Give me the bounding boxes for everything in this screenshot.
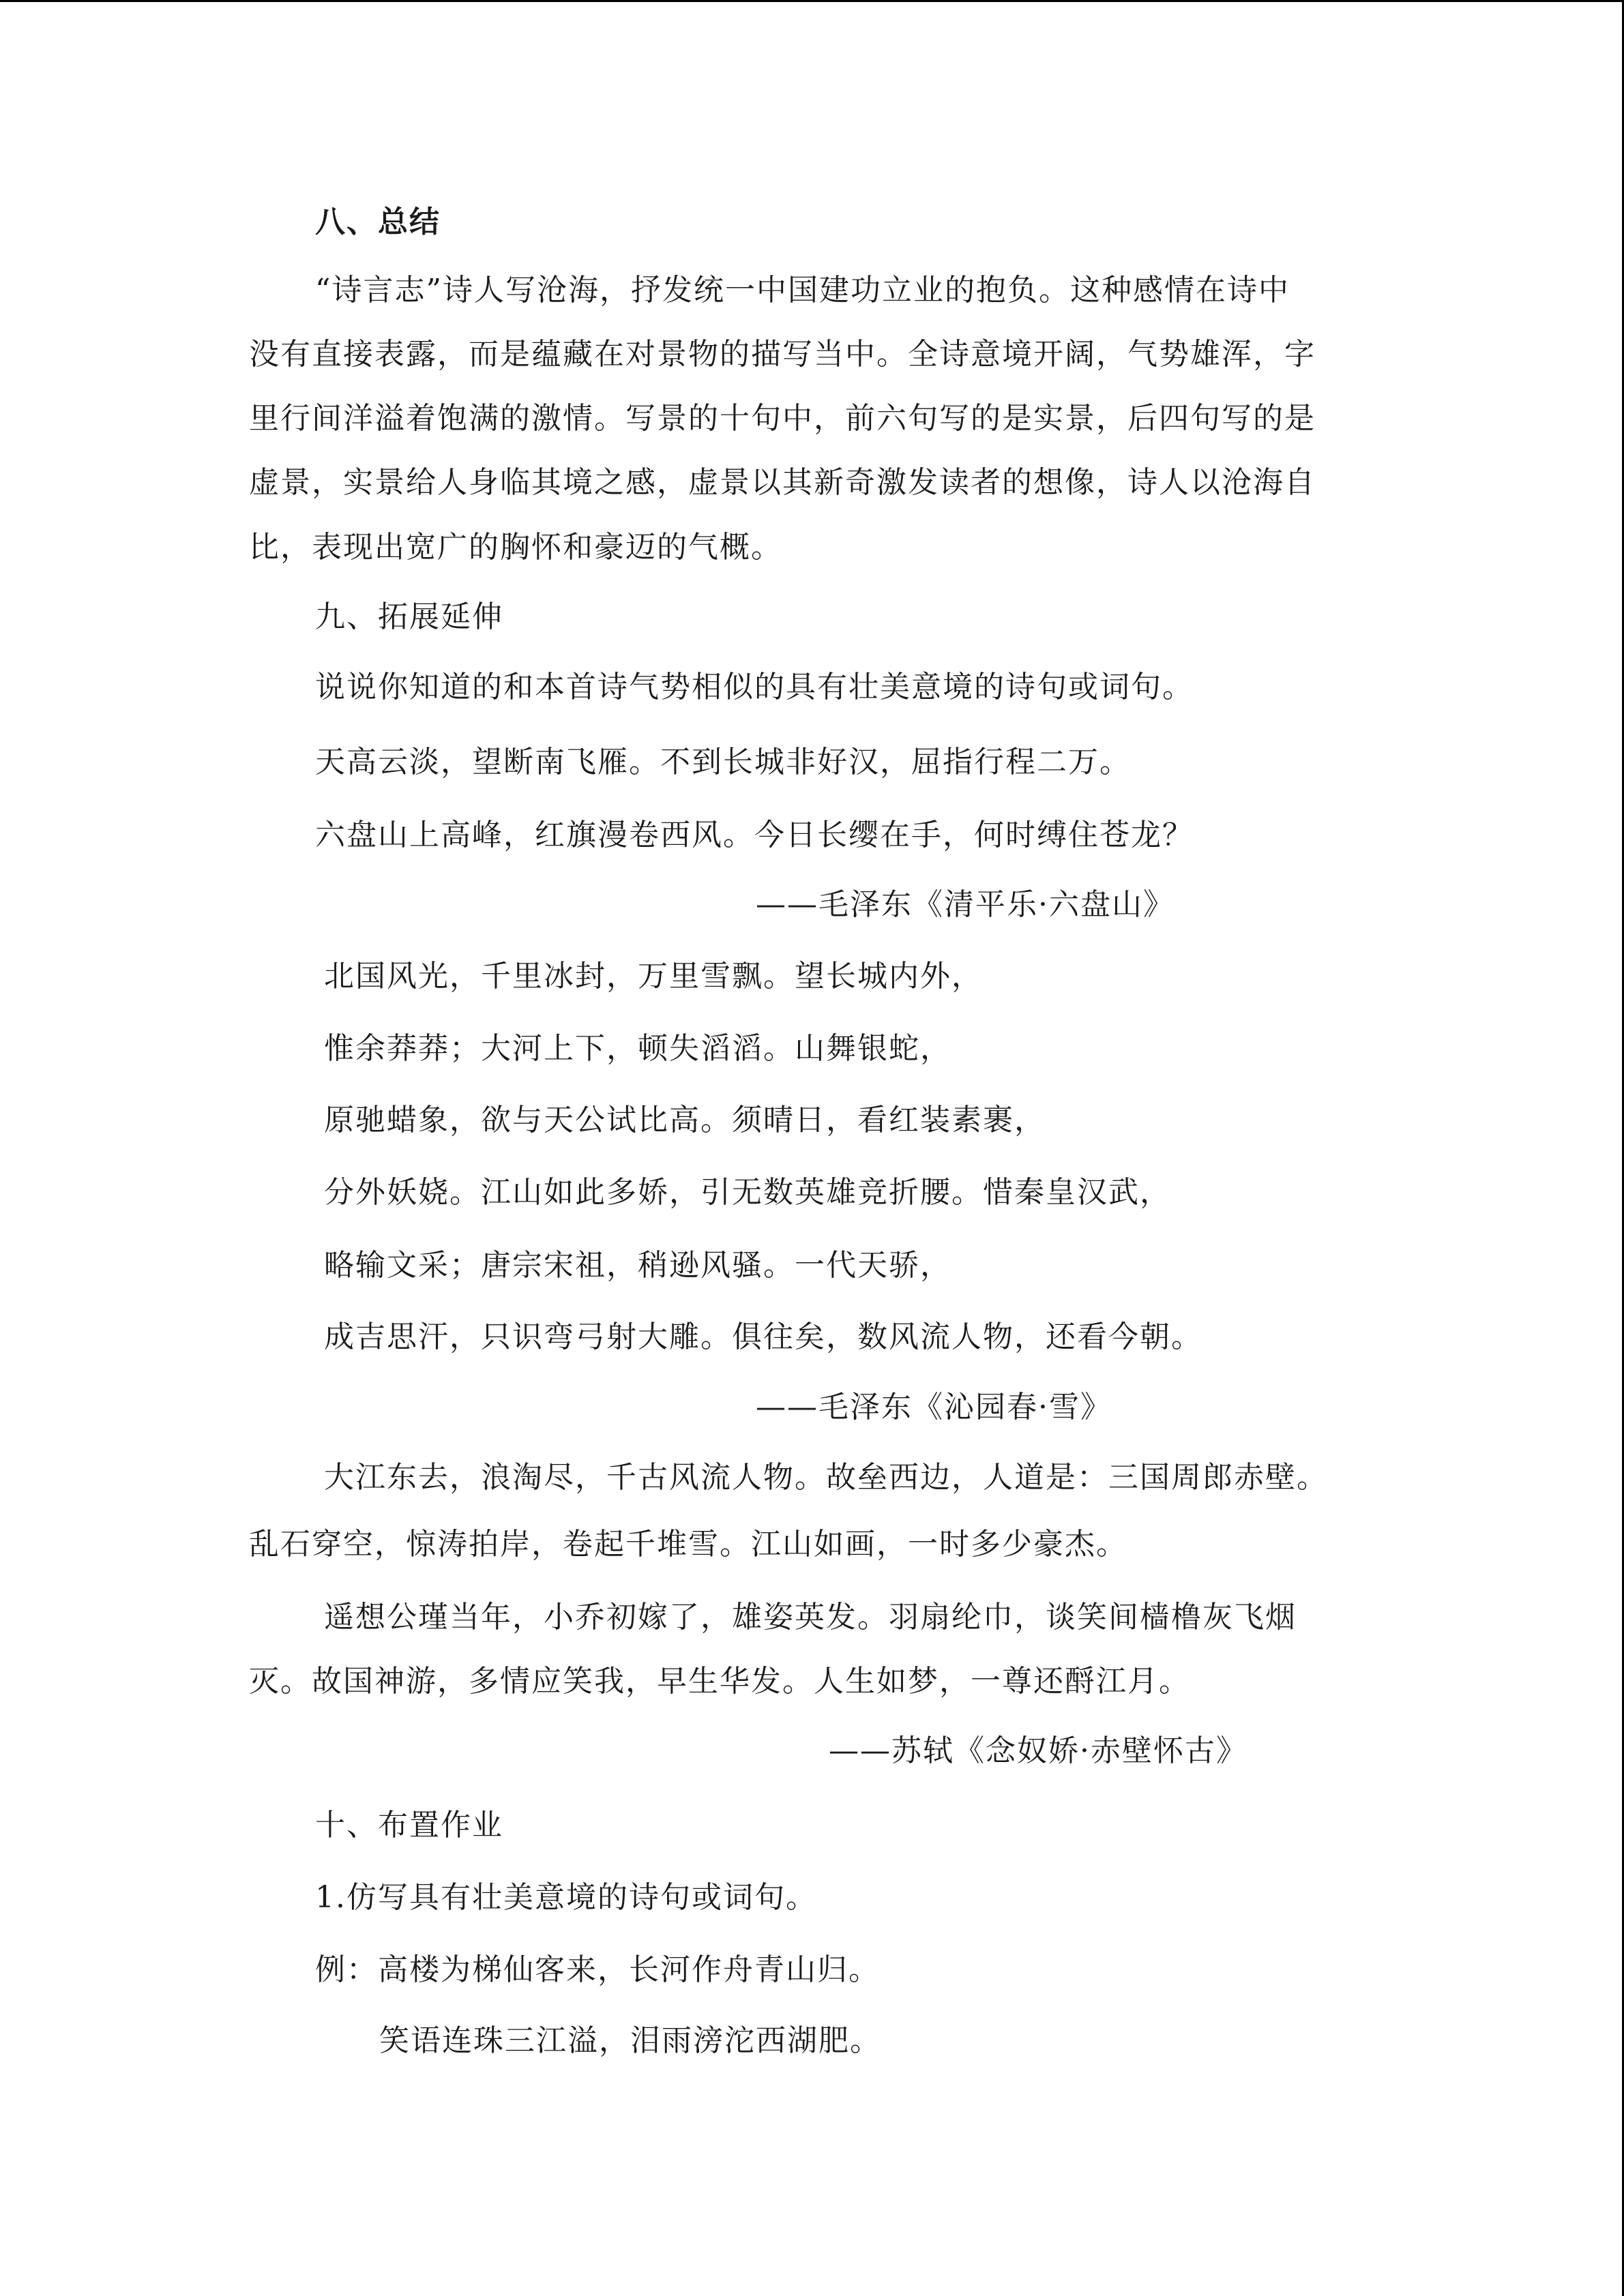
poem-line: 乱石穿空，惊涛拍岸，卷起千堆雪。江山如画，一时多少豪杰。: [249, 1527, 1127, 1562]
poem-source: ——毛泽东《沁园春·雪》: [756, 1390, 1112, 1425]
poem-line: 大江东去，浪淘尽，千古风流人物。故垒西边，人道是：三国周郎赤壁。: [324, 1460, 1328, 1495]
summary-line: 没有直接表露，而是蕴藏在对景物的描写当中。全诗意境开阔，气势雄浑，字: [249, 337, 1316, 372]
section-heading-homework: 十、布置作业: [315, 1808, 503, 1843]
poem-line: 六盘山上高峰，红旗漫卷西风。今日长缨在手，何时缚住苍龙？: [315, 818, 1194, 852]
summary-line: 比，表现出宽广的胸怀和豪迈的气概。: [249, 530, 782, 565]
poem-line: 天高云淡，望断南飞雁。不到长城非好汉，屈指行程二万。: [315, 745, 1131, 779]
extension-prompt: 说说你知道的和本首诗气势相似的具有壮美意境的诗句或词句。: [315, 670, 1194, 704]
poem-line: 略输文采；唐宗宋祖，稍逊风骚。一代天骄，: [324, 1248, 951, 1283]
homework-example: 例：高楼为梯仙客来，长河作舟青山归。: [315, 1952, 880, 1987]
poem-line: 成吉思汗，只识弯弓射大雕。俱往矣，数风流人物，还看今朝。: [324, 1320, 1202, 1354]
poem-source: ——苏轼《念奴娇·赤壁怀古》: [829, 1733, 1247, 1768]
section-heading-extension: 九、拓展延伸: [315, 599, 503, 634]
section-heading-summary: 八、总结: [315, 205, 441, 239]
poem-line: 原驰蜡象，欲与天公试比高。须晴日，看红装素裹，: [324, 1103, 1046, 1137]
poem-line: 惟余莽莽；大河上下，顿失滔滔。山舞银蛇，: [324, 1031, 951, 1066]
summary-line: 虚景，实景给人身临其境之感，虚景以其新奇激发读者的想像，诗人以沧海自: [249, 465, 1316, 500]
homework-task: 1.仿写具有壮美意境的诗句或词句。: [315, 1880, 817, 1915]
poem-line: 遥想公瑾当年，小乔初嫁了，雄姿英发。羽扇纶巾，谈笑间樯橹灰飞烟: [324, 1600, 1297, 1635]
summary-line: 里行间洋溢着饱满的激情。写景的十句中，前六句写的是实景，后四句写的是: [249, 401, 1316, 436]
poem-line: 北国风光，千里冰封，万里雪飘。望长城内外，: [324, 959, 983, 994]
poem-source: ——毛泽东《清平乐·六盘山》: [756, 887, 1175, 922]
homework-example: 笑语连珠三江溢，泪雨滂沱西湖肥。: [379, 2023, 881, 2058]
poem-line: 分外妖娆。江山如此多娇，引无数英雄竞折腰。惜秦皇汉武，: [324, 1175, 1171, 1210]
poem-line: 灭。故国神游，多情应笑我，早生华发。人生如梦，一尊还酹江月。: [249, 1664, 1190, 1699]
summary-line: “诗言志”诗人写沧海，抒发统一中国建功立业的抱负。这种感情在诗中: [315, 273, 1290, 308]
